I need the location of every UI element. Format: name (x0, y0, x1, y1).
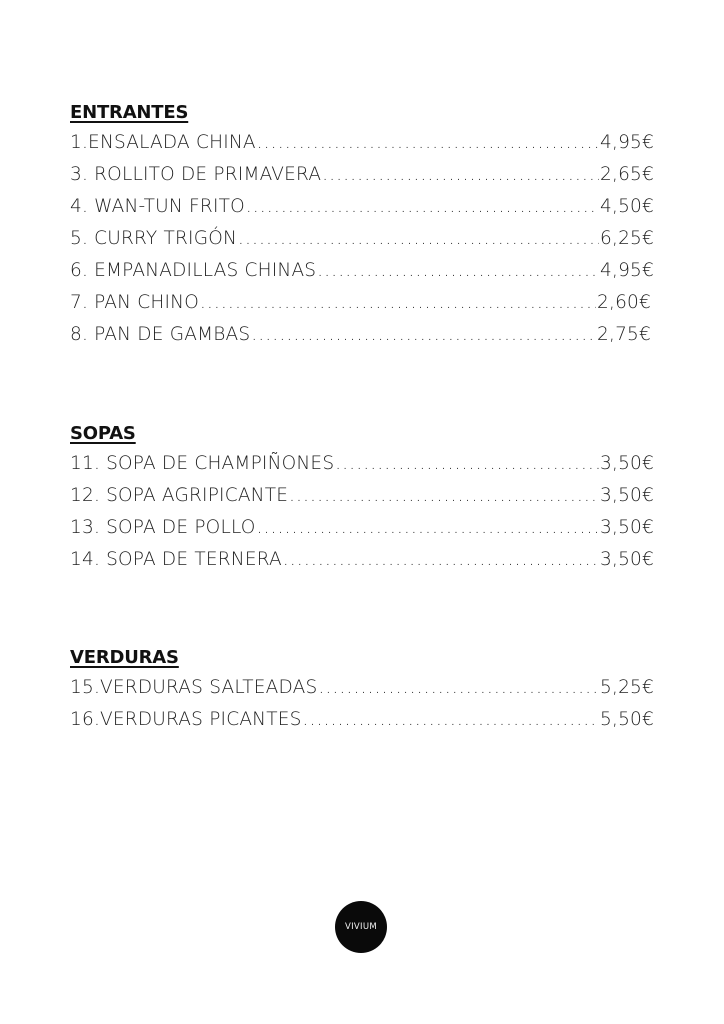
item-price: 3,50€ (600, 485, 654, 506)
item-price: 2,60€ (597, 292, 651, 313)
item-name: 4. WAN-TUN FRITO (70, 196, 245, 217)
section-title: SOPAS (70, 423, 136, 444)
item-price: 4,50€ (600, 196, 654, 217)
item-price: 2,65€ (600, 164, 654, 185)
item-name: 5. CURRY TRIGÓN (70, 228, 238, 249)
item-name: 11. SOPA DE CHAMPIÑONES (70, 453, 335, 474)
item-name: 15.VERDURAS SALTEADAS (70, 677, 318, 698)
menu-item (70, 448, 654, 480)
item-price: 3,50€ (600, 453, 654, 474)
item-name: 3. ROLLITO DE PRIMAVERA (70, 164, 322, 185)
section-title: ENTRANTES (70, 102, 189, 123)
item-price: 3,50€ (600, 517, 654, 538)
item-price: 2,75€ (597, 324, 651, 345)
menu-item (70, 159, 654, 191)
logo-text: VIVIUM (345, 922, 377, 932)
menu-item (70, 319, 651, 351)
item-price: 5,25€ (600, 677, 654, 698)
menu-item (70, 512, 654, 544)
menu-item (70, 255, 654, 287)
dot-leader (246, 191, 599, 223)
item-name: 12. SOPA AGRIPICANTE (70, 485, 289, 506)
menu-item (70, 127, 654, 159)
dot-leader (251, 319, 596, 351)
menu-item (70, 287, 651, 319)
menu-item (70, 480, 654, 512)
item-price: 6,25€ (600, 228, 654, 249)
item-price: 5,50€ (600, 709, 654, 730)
item-name: 14. SOPA DE TERNERA (70, 549, 282, 570)
section-title: VERDURAS (70, 647, 179, 668)
menu-item (70, 544, 654, 576)
dot-leader (283, 544, 599, 576)
menu-item (70, 704, 654, 736)
item-name: 7. PAN CHINO (70, 292, 199, 313)
item-price: 4,95€ (600, 132, 654, 153)
menu-item (70, 672, 654, 704)
item-name: 16.VERDURAS PICANTES (70, 709, 302, 730)
item-name: 13. SOPA DE POLLO (70, 517, 256, 538)
dot-leader (289, 480, 599, 512)
item-name: 8. PAN DE GAMBAS (70, 324, 251, 345)
vivium-logo (335, 901, 387, 953)
dot-leader (335, 448, 599, 480)
section-entrantes (70, 99, 654, 351)
dot-leader (317, 255, 599, 287)
item-price: 4,95€ (600, 260, 654, 281)
dot-leader (322, 159, 599, 191)
dot-leader (303, 704, 599, 736)
menu-item (70, 191, 654, 223)
dot-leader (257, 127, 599, 159)
section-sopas (70, 420, 654, 576)
dot-leader (200, 287, 596, 319)
dot-leader (318, 672, 599, 704)
dot-leader (238, 223, 599, 255)
menu-item (70, 223, 654, 255)
item-name: 6. EMPANADILLAS CHINAS (70, 260, 317, 281)
item-name: 1.ENSALADA CHINA (70, 132, 256, 153)
dot-leader (257, 512, 599, 544)
item-price: 3,50€ (600, 549, 654, 570)
section-verduras (70, 644, 654, 736)
